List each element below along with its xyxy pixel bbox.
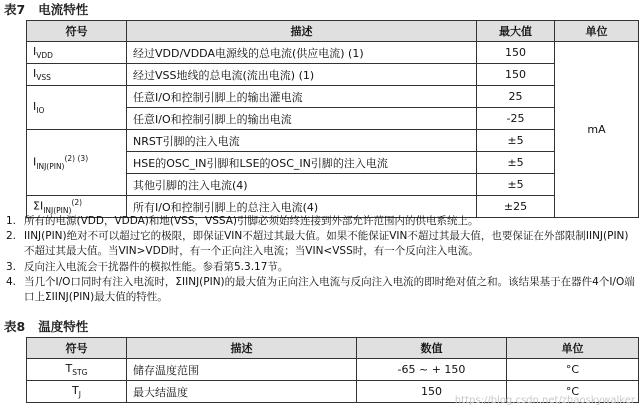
value-iio-source: -25 [477, 108, 555, 130]
unit-cell: mA [555, 42, 639, 218]
symbol-ivdd: $I_{VDD}$ [27, 42, 127, 64]
value-iinj-sum: ±25 [477, 196, 555, 218]
footnotes [6, 214, 638, 305]
table-row [27, 42, 639, 64]
table-row [27, 86, 639, 108]
value-iinj-nrst: ±5 [477, 130, 555, 152]
footnote: 3. 反向注入电流会干扰器件的模拟性能。参看第5.3.17节。 [6, 260, 289, 273]
table-row [27, 64, 639, 86]
value-tstg: -65 ~ + 150 [357, 359, 507, 381]
table8-caption: 表8 温度特性 [4, 319, 89, 334]
header-symbol: 符号 [27, 338, 127, 359]
footnote: 4. 当几个I/O口同时有注入电流时，ΣIINJ(PIN)的最大值为正向注入电流与反向注入电流的即时绝对值之和。该结果基于在器件4个I/O端口上ΣIINJ(PIN)最大值的特性。 [6, 275, 635, 304]
desc-iinj-other: 其他引脚的注入电流(4) [127, 174, 477, 196]
footnote: 2. IINJ(PIN)绝对不可以超过它的极限，即保证VIN不超过其最大值。如果不能保证VIN不超过其最大值，也要保证在外部限制IINJ(PIN)不超过其最大值。当VIN>VDD时，有一个正向注入电流；当VIN<VSS时，有一个反向注入电流。 [6, 230, 629, 258]
value-ivss: 150 [477, 64, 555, 86]
value-iinj-other: ±5 [477, 174, 555, 196]
unit-tj: °C [507, 381, 639, 403]
table-header-row [27, 21, 639, 42]
table-header-row [27, 338, 639, 359]
header-description: 描述 [127, 338, 357, 359]
temperature-characteristics-table [26, 337, 639, 403]
table7-caption: 表7 电流特性 [4, 2, 89, 17]
desc-iio-sink: 任意I/O和控制引脚上的输出灌电流 [127, 86, 477, 108]
watermark: https://blog.csdn.net/zhaoskywalker [454, 395, 635, 406]
table-row [27, 130, 639, 152]
value-iio-sink: 25 [477, 86, 555, 108]
symbol-tstg: $T_{STG}$ [27, 359, 127, 381]
header-symbol: 符号 [27, 21, 127, 42]
symbol-ivss: $I_{VSS}$ [27, 64, 127, 86]
table-row [27, 359, 639, 381]
value-iinj-osc: ±5 [477, 152, 555, 174]
unit-tstg: °C [507, 359, 639, 381]
symbol-tj: $T_J$ [27, 381, 127, 403]
desc-ivdd: 经过VDD/VDDA电源线的总电流(供应电流) (1) [127, 42, 477, 64]
header-max-value: 最大值 [477, 21, 555, 42]
desc-iinj-nrst: NRST引脚的注入电流 [127, 130, 477, 152]
header-unit: 单位 [555, 21, 639, 42]
desc-tj: 最大结温度 [127, 381, 357, 403]
desc-iinj-osc: HSE的OSC_IN引脚和LSE的OSC_IN引脚的注入电流 [127, 152, 477, 174]
desc-ivss: 经过VSS地线的总电流(流出电流) (1) [127, 64, 477, 86]
current-characteristics-table [26, 20, 639, 218]
symbol-iinj: $I_{INJ(PIN)}^{(2) (3)}$ [27, 130, 127, 196]
desc-iio-source: 任意I/O和控制引脚上的输出电流 [127, 108, 477, 130]
symbol-iinj-sum: $\Sigma I_{INJ(PIN)}^{(2)}$ [27, 196, 127, 218]
desc-tstg: 储存温度范围 [127, 359, 357, 381]
header-description: 描述 [127, 21, 477, 42]
value-tj: 150 [357, 381, 507, 403]
footnote: 1. 所有的电源(VDD，VDDA)和地(VSS，VSSA)引脚必须始终连接到外部允许范围内的供电系统上。 [6, 215, 479, 227]
value-ivdd: 150 [477, 42, 555, 64]
desc-iinj-sum: 所有I/O和控制引脚上的总注入电流(4) [127, 196, 477, 218]
header-unit: 单位 [507, 338, 639, 359]
symbol-iio: $I_{IO}$ [27, 86, 127, 130]
header-value: 数值 [357, 338, 507, 359]
